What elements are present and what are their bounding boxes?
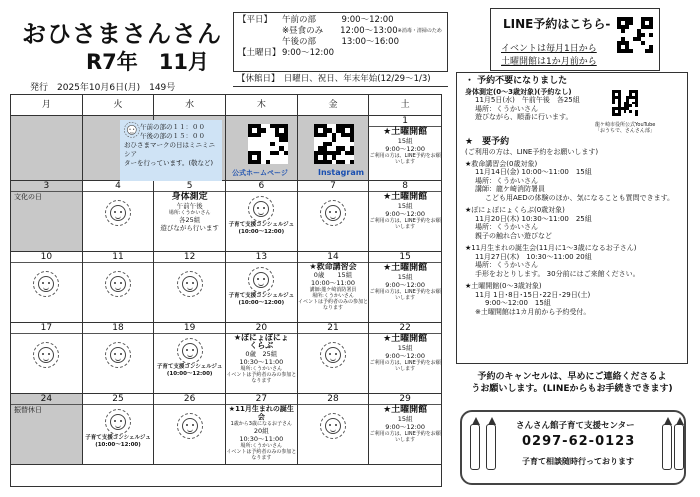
calendar-cell-5: 5 身体測定 午前午後 場所:くうかいさん 各25組 遊びながら行います (154, 181, 226, 252)
pencil-icon (662, 424, 672, 470)
calendar-cell-27: 27 ★11月生まれの誕生会 1歳から3歳になるお子さん 20組 10:30～11:00 場所:くうかいさん イベントは予約者のみの参加となります (226, 394, 298, 465)
weekday-tue: 火 (83, 95, 155, 116)
holiday-label: 文化の日 (14, 193, 42, 201)
calendar-cell-22: 22 ★土曜開館 15組 9:00～12:00 ご利用の方は、LINE予約をお願いします (369, 323, 441, 394)
calendar-cell-17: 17 (11, 323, 83, 394)
calendar-cell-1: 1 ★土曜開館 15組 9:00～12:00 ご利用の方は、LINE予約をお願いします (369, 116, 441, 181)
calendar-cell-11: 11 (83, 252, 155, 323)
mini-theater-notice: 午前の部の１１：００ 午後の部の１５：００ おひさまマークの日はミニミニシア ターを行っています。(敬など) (120, 120, 222, 181)
line-qr-code[interactable] (617, 17, 653, 53)
weekday-sat: 土 (400, 100, 410, 110)
sun-mark-icon (248, 196, 274, 222)
calendar-cell-25: 25 子育て支援コンシェルジュ (10:00～12:00) (83, 394, 155, 465)
calendar-cell-28: 28 (298, 394, 370, 465)
calendar-cell-14: 14 ★救命講習会 0歳 15組 10:00～11:00 講師:龍ケ崎消防署員 場所:くうかいさん イベントは予約者のみの参加となります (298, 252, 370, 323)
weekday-thu: 木 (226, 95, 298, 116)
calendar-cell-19: 19 子育て支援コンシェルジュ (10:00～12:00) (154, 323, 226, 394)
calendar-cell-7: 7 (298, 181, 370, 252)
sun-mark-icon (320, 342, 346, 368)
holiday-label: 振替休日 (14, 406, 42, 414)
line-saturday-info: 土曜開館は1か月前から (501, 57, 597, 67)
qr-module (350, 160, 354, 164)
issue-info: 発行 2025年10月6日(月) 149号 (30, 83, 176, 93)
calendar-cell-15: 15 ★土曜開館 15組 9:00～12:00 ご利用の方は、LINE予約をお願いします (369, 252, 441, 323)
sun-mark-icon (105, 271, 131, 297)
sun-mark-icon (105, 200, 131, 226)
pencil-icon (486, 424, 496, 470)
instagram-link[interactable]: Instagram (318, 168, 365, 177)
sun-mark-icon (177, 271, 203, 297)
weekday-wed: 水 (154, 95, 226, 116)
calendar-cell-6: 6 子育て支援コンシェルジュ (10:00～12:00) (226, 181, 298, 252)
event-details-panel: ・ 予約不要になりました 身体測定(0～3歳対象)(予約なし) 11月5日(水) 午前午後 各25組 場所：くうかいさん 遊びながら、順番に行います。 龍ケ崎市役所公式YouTube 「おうちで、さんさん部」 ★ 要予約 (ご利用の方は、LINE予約をお願いします) ★救命講習会(0歳対象) 11月14日(金) 10:00～11:00 15組 場所：くうかいさん 講師：龍ケ崎消防署員 こども用AEDの体験のほか、気になることも質問できます。 ★ぽにょぽにょくらぶ(0歳対象) 11月20日(木) 10:30～11:00 25組 場所：くうかいさん 親子の触れ合い遊びなど ★11月生まれの誕生会(11月に1～3歳になるお子さん) 11月27日(木) 10:30～11:00 20組 場所：くうかいさん 手形をおとりします。 30分前にはご来館ください。 ★土曜開館(0～3歳対象) 11月 1日･8日･15日･22日･29日(土) 9:00～12:00 15組 ※土曜開館は1カ月前から予約受付。 (456, 72, 688, 364)
calendar-cell-24: 24 振替休日 (11, 394, 83, 465)
calendar-cell-29: 29 ★土曜開館 15組 9:00～12:00 ご利用の方は、LINE予約をお願いします (369, 394, 441, 465)
pencil-icon (674, 424, 684, 470)
calendar-cell-26: 26 (154, 394, 226, 465)
homepage-qr-code[interactable] (248, 124, 288, 164)
calendar-cell-18: 18 (83, 323, 155, 394)
sun-mark-icon (248, 267, 274, 293)
pencil-icon (470, 424, 480, 470)
youtube-qr-code[interactable] (612, 90, 638, 116)
calendar-cell-21: 21 (298, 323, 370, 394)
homepage-link[interactable]: 公式ホームページ (232, 169, 288, 177)
closed-days: 【休館日】 日曜日、祝日、年末年始(12/29～1/3) (233, 70, 448, 87)
calendar-cell-13: 13 子育て支援コンシェルジュ (10:00～12:00) (226, 252, 298, 323)
sun-mark-icon (320, 200, 346, 226)
sun-mark-icon (33, 342, 59, 368)
sun-mark-icon (105, 342, 131, 368)
line-reservation (490, 8, 660, 71)
qr-module (635, 113, 638, 116)
instagram-qr-code[interactable] (314, 124, 354, 164)
qr-module (649, 49, 653, 53)
sun-mark-icon (177, 338, 203, 364)
calendar-cell-12: 12 (154, 252, 226, 323)
month-title: R7年 11月 (86, 50, 210, 74)
calendar-cell-3: 3 文化の日 (11, 181, 83, 252)
sun-mark-icon (33, 271, 59, 297)
sun-mark-icon (320, 413, 346, 439)
consultation-note: 子育て相談随時行っております (522, 457, 634, 466)
phone-number[interactable]: 0297-62-0123 (522, 434, 636, 449)
calendar-cell (11, 116, 83, 181)
weekday-mon: 月 (11, 95, 83, 116)
sun-mark-icon (105, 409, 131, 435)
qr-module (284, 160, 288, 164)
cancel-notice: 予約のキャンセルは、早めにご連絡くださるよ うお願いします。(LINEからもお手続きできます) (471, 372, 673, 394)
line-event-info: イベントは毎月1日から (501, 44, 597, 54)
sun-mark-icon (177, 413, 203, 439)
calendar-cell-4: 4 (83, 181, 155, 252)
contact-box (460, 410, 686, 485)
weekday-fri: 金 (298, 95, 370, 116)
calendar-cell-20: 20 ★ぽにょぽにょ くらぶ 0歳 25組 10:30～11:00 場所:くうかいさん イベントは予約者のみの参加となります (226, 323, 298, 394)
opening-hours: 【平日】 午前の部 9:00～12:00 ※昼食のみ 12:00～13:00 ※消毒・清掃のため 午後の部 13:00～16:00 【土曜日】 9:00～12:00 (233, 12, 448, 72)
calendar-cell-8: 8 ★土曜開館 15組 9:00～12:00 ご利用の方は、LINE予約をお願いします (369, 181, 441, 252)
calendar-cell-10: 10 (11, 252, 83, 323)
sun-mark-icon (124, 122, 140, 138)
line-title: LINE予約はこちら- (503, 17, 611, 31)
center-name: さんさん館子育て支援センター (516, 421, 635, 431)
calendar (10, 94, 442, 487)
newsletter-title: おひさまさんさん (22, 20, 222, 48)
